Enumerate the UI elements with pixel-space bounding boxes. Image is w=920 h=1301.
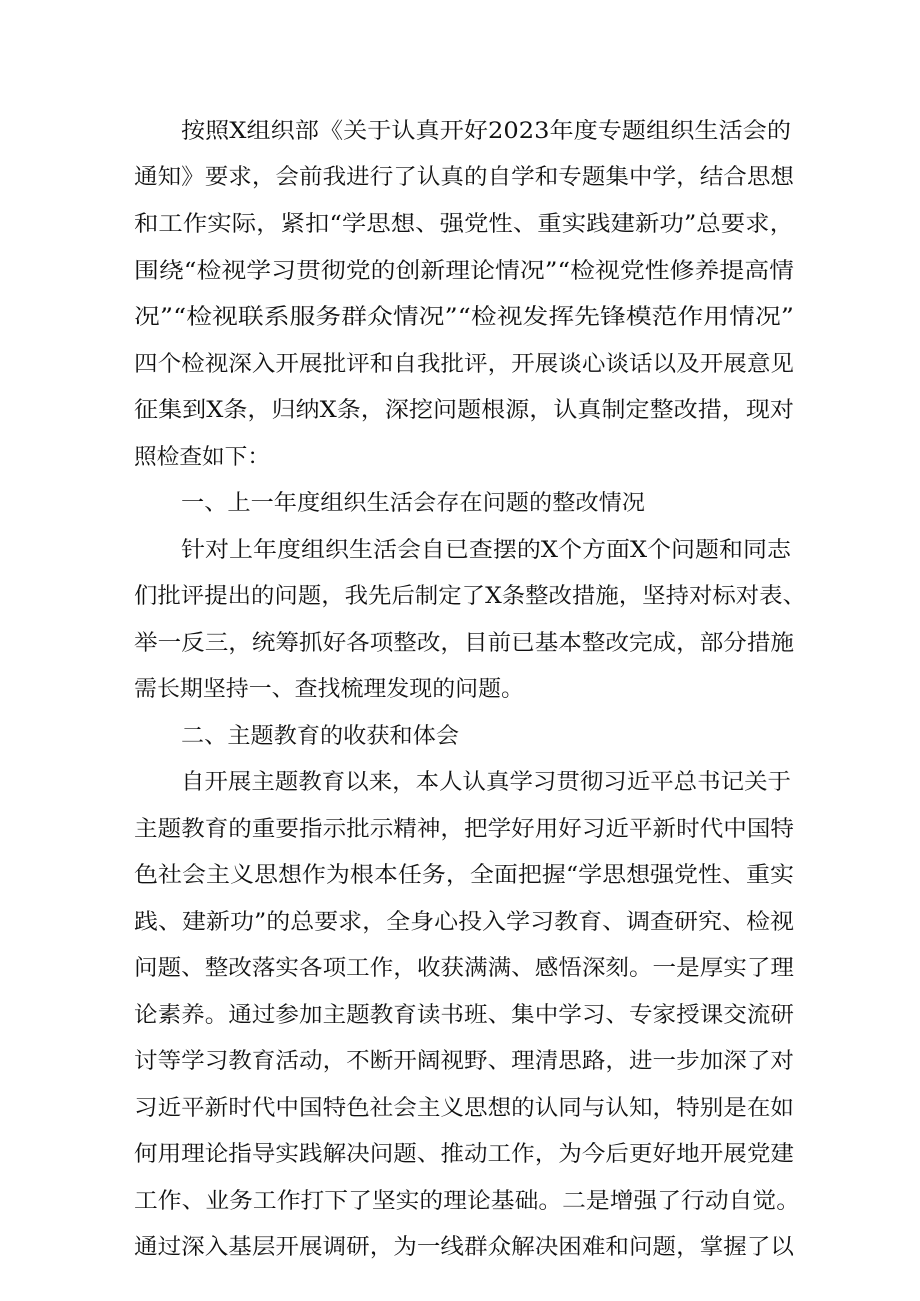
text-line: 针对上年度组织生活会自已查摆的X个方面X个问题和同志	[181, 538, 791, 563]
text-line: 和工作实际，紧扣“学思想、强党性、重实践建新功”总要求，	[134, 212, 794, 237]
text-line: 习近平新时代中国特色社会主义思想的认同与认知，特别是在如	[134, 1096, 794, 1121]
paragraph-line	[0, 996, 920, 1036]
text-line: 四个检视深入开展批评和自我批评，开展谈心谈话以及开展意见	[134, 352, 794, 377]
text-line: 色社会主义思想作为根本任务，全面把握“学思想强党性、重实	[134, 863, 794, 888]
section-heading-text: 一、上一年度组织生活会存在问题的整改情况	[181, 491, 645, 516]
paragraph-line	[0, 810, 920, 850]
text-line: 需长期坚持一、查找梳理发现的问题。	[134, 677, 524, 702]
text-line: 举一反三，统筹抓好各项整改，目前已基本整改完成，部分措施	[134, 631, 794, 656]
text-line: 围绕“检视学习贯彻党的创新理论情况”“检视党性修养提高情	[134, 259, 794, 284]
paragraph-line	[0, 1182, 920, 1222]
paragraph-line	[0, 949, 920, 989]
paragraph-line	[0, 670, 920, 710]
text-line: 主题教育的重要指示批示精神，把学好用好习近平新时代中国特	[134, 817, 794, 842]
paragraph-line	[0, 205, 920, 245]
text-line: 按照X组织部《关于认真开好2023年度专题组织生活会的	[181, 119, 791, 144]
paragraph-line	[0, 1135, 920, 1175]
paragraph-line	[0, 1042, 920, 1082]
text-line: 况”“检视联系服务群众情况”“检视发挥先锋模范作用情况”	[134, 305, 794, 330]
text-line: 征集到X条，归纳X条，深挖问题根源，认真制定整改措，现对	[134, 398, 795, 423]
text-line: 们批评提出的问题，我先后制定了X条整改措施，坚持对标对表、	[134, 584, 806, 609]
text-line: 照检查如下：	[134, 445, 270, 470]
paragraph-line	[0, 531, 920, 571]
paragraph-line	[0, 391, 920, 431]
paragraph-line	[0, 438, 920, 478]
text-line: 自开展主题教育以来，本人认真学习贯彻习近平总书记关于	[181, 770, 791, 795]
text-line: 践、建新功”的总要求，全身心投入学习教育、调查研究、检视	[134, 910, 794, 935]
paragraph-line	[0, 624, 920, 664]
paragraph-line	[0, 577, 920, 617]
paragraph-line	[0, 763, 920, 803]
paragraph-line	[0, 856, 920, 896]
paragraph-line	[0, 158, 920, 198]
paragraph-line	[0, 345, 920, 385]
text-line: 工作、业务工作打下了坚实的理论基础。二是增强了行动自觉。	[134, 1189, 800, 1214]
section-heading	[0, 484, 920, 524]
paragraph-line	[0, 112, 920, 152]
paragraph-line	[0, 1228, 920, 1268]
text-line: 问题、整改落实各项工作，收获满满、感悟深刻。一是厚实了理	[134, 956, 794, 981]
text-line: 论素养。通过参加主题教育读书班、集中学习、专家授课交流研	[134, 1003, 794, 1028]
paragraph-line	[0, 298, 920, 338]
paragraph-line	[0, 252, 920, 292]
text-line: 通知》要求，会前我进行了认真的自学和专题集中学，结合思想	[134, 165, 794, 190]
section-heading	[0, 717, 920, 757]
paragraph-line	[0, 1089, 920, 1129]
text-line: 何用理论指导实践解决问题、推动工作，为今后更好地开展党建	[134, 1142, 794, 1167]
text-line: 讨等学习教育活动，不断开阔视野、理清思路，进一步加深了对	[134, 1049, 794, 1074]
text-line: 通过深入基层开展调研，为一线群众解决困难和问题，掌握了以	[134, 1235, 794, 1260]
section-heading-text: 二、主题教育的收获和体会	[181, 724, 459, 749]
paragraph-line	[0, 903, 920, 943]
